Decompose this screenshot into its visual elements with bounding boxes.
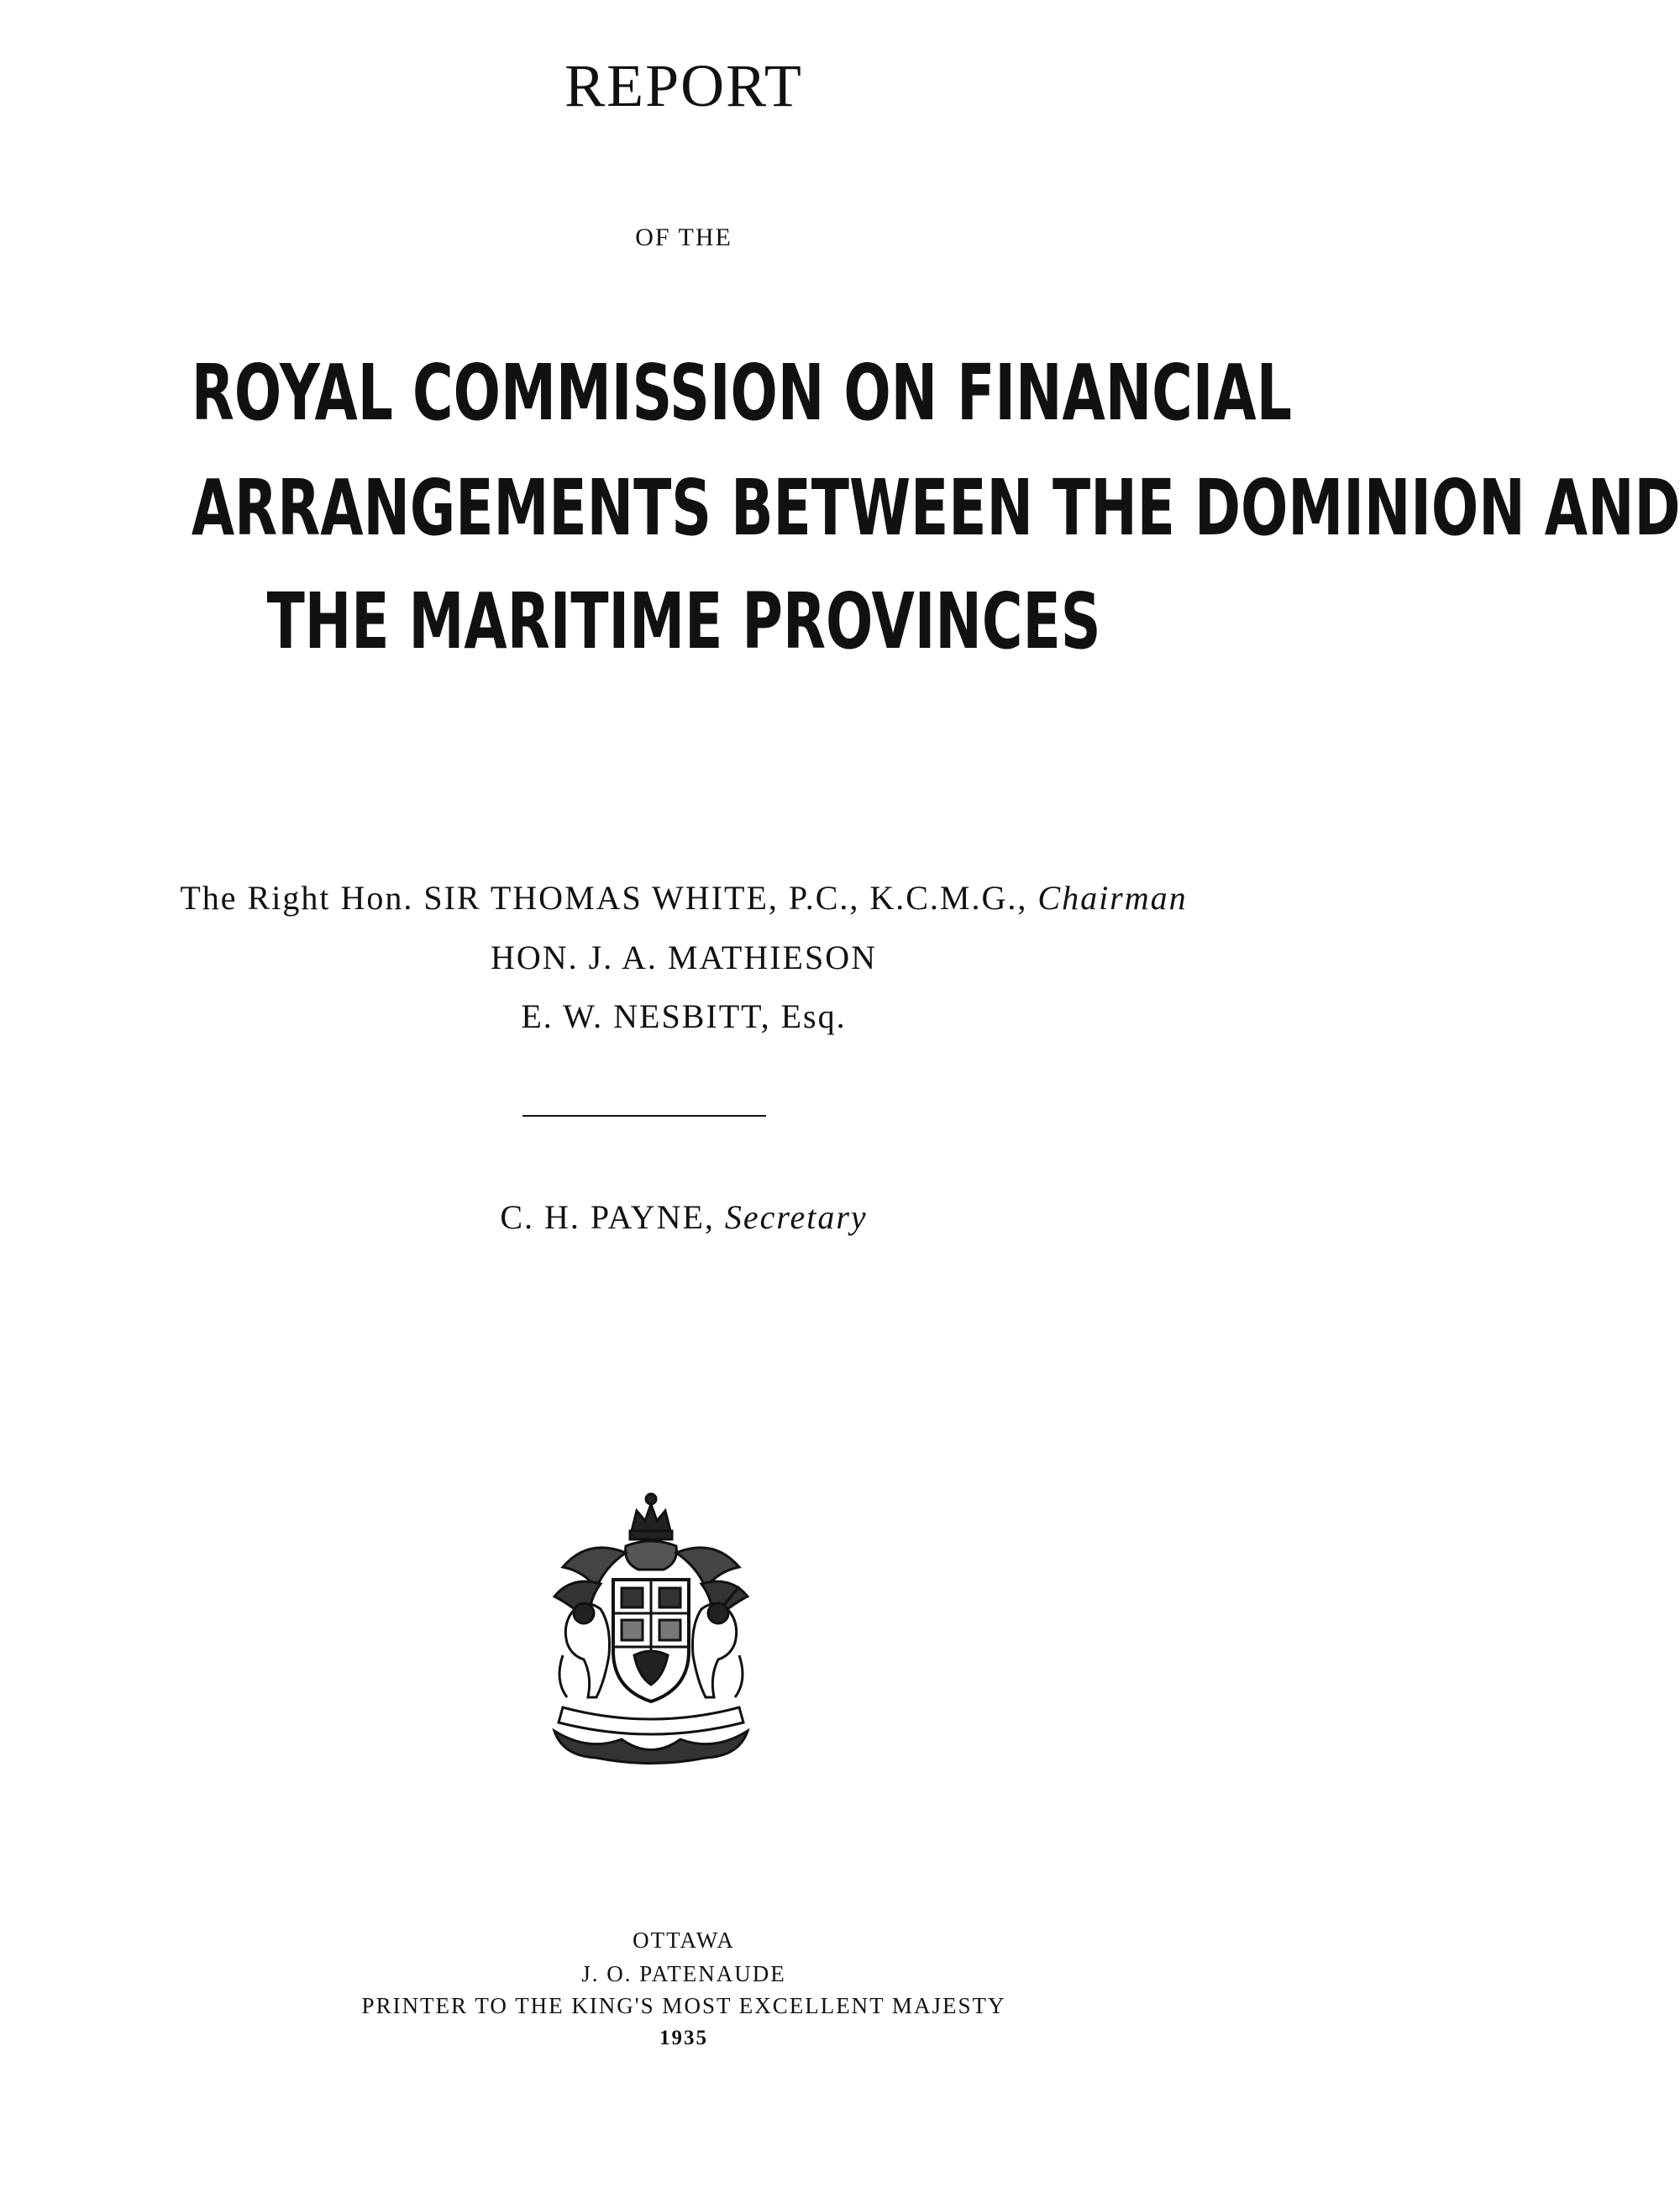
secretary-line [0, 1197, 1368, 1238]
imprint-printer-title: PRINTER TO THE KING'S MOST EXCELLENT MAJESTY [361, 1993, 1006, 2018]
of-the-text: OF THE [635, 224, 732, 251]
commissioner-nesbitt: E. W. NESBITT, Esq. [521, 997, 847, 1035]
title-line-3: THE MARITIME PROVINCES [266, 576, 1101, 666]
chairman-role: Chairman [1037, 879, 1188, 917]
imprint-year: 1935 [659, 2027, 708, 2049]
chairman-name: The Right Hon. SIR THOMAS WHITE, P.C., K.C.M.G., [180, 879, 1038, 917]
coat-of-arms-icon [538, 1487, 764, 1765]
secretary-role: Secretary [724, 1198, 868, 1236]
title-line-1: ROYAL COMMISSION ON FINANCIAL [191, 348, 1292, 438]
divider-rule [522, 1115, 766, 1117]
title-line-2: ARRANGEMENTS BETWEEN THE DOMINION AND [191, 463, 1680, 553]
imprint-printer: J. O. PATENAUDE [581, 1961, 786, 1986]
commissioner-mathieson: HON. J. A. MATHIESON [490, 939, 878, 976]
secretary-name: C. H. PAYNE, [500, 1198, 725, 1236]
imprint-city: OTTAWA [633, 1928, 735, 1953]
report-heading: REPORT [564, 52, 803, 119]
chairman-line [0, 878, 1368, 918]
